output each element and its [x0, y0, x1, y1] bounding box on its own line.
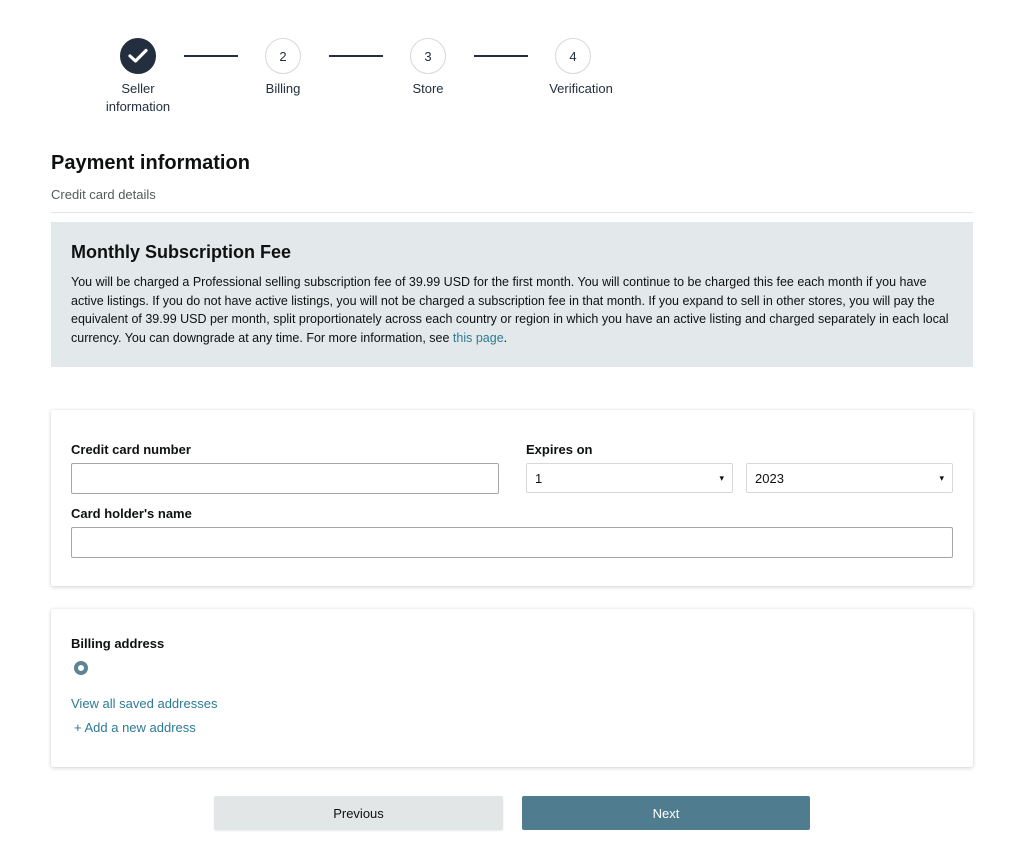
expiry-month-select[interactable]: [526, 463, 733, 493]
credit-card-panel: [51, 410, 973, 586]
this-page-link[interactable]: this page: [452, 330, 504, 345]
previous-button[interactable]: Previous: [214, 796, 503, 830]
expiry-year-value: 2023: [755, 470, 784, 486]
card-number-label: Credit card number: [71, 442, 191, 457]
divider: [51, 212, 973, 213]
step-verification: [546, 38, 613, 98]
step-label: Store: [412, 81, 444, 96]
add-new-address-link[interactable]: + Add a new address: [74, 720, 196, 735]
page-subtitle: Credit card details: [51, 187, 156, 202]
view-all-addresses-link[interactable]: View all saved addresses: [71, 696, 218, 711]
step-connector: [329, 55, 383, 57]
next-button[interactable]: Next: [522, 796, 810, 830]
card-holder-input[interactable]: [71, 527, 953, 558]
subscription-fee-notice: [51, 222, 973, 367]
step-complete-circle: [120, 38, 156, 74]
billing-address-panel: [51, 609, 973, 767]
expiry-month-value: 1: [535, 470, 543, 486]
step-number-circle: 3: [410, 38, 446, 74]
step-billing: [256, 38, 310, 98]
step-store: [401, 38, 455, 98]
fee-title: Monthly Subscription Fee: [71, 242, 292, 262]
step-connector: [184, 55, 238, 57]
expires-on-label: Expires on: [526, 442, 593, 457]
card-holder-label: Card holder's name: [71, 506, 192, 521]
step-seller-information: [105, 38, 171, 116]
step-connector: [474, 55, 528, 57]
billing-address-label: Billing address: [71, 636, 165, 651]
expiry-year-select[interactable]: [746, 463, 953, 493]
page-title: Payment information: [51, 152, 250, 174]
check-icon: [128, 48, 148, 64]
step-label: Seller information: [105, 81, 171, 114]
step-label: Billing: [265, 81, 301, 96]
step-number-circle: 2: [265, 38, 301, 74]
chevron-down-icon: ▾: [939, 472, 944, 483]
card-number-input[interactable]: [71, 463, 499, 494]
chevron-down-icon: ▾: [719, 472, 724, 483]
step-number-circle: 4: [555, 38, 591, 74]
step-label: Verification: [549, 81, 613, 96]
address-radio[interactable]: [74, 661, 88, 675]
fee-description: You will be charged a Professional selling subscription fee of 39.99 USD for the first month. You will continue to be charged this fee each month if you have active listings. If you do not have active listings, you will not be charged a subscription fee in that month. If you expand to sell in other stores, you will pay the equivalent of 39.99 USD per month, split proportionately across each country or region in which you have an active listing and charged separately in each local currency. You can downgrade at any time. For more information, see this page.: [71, 275, 949, 345]
